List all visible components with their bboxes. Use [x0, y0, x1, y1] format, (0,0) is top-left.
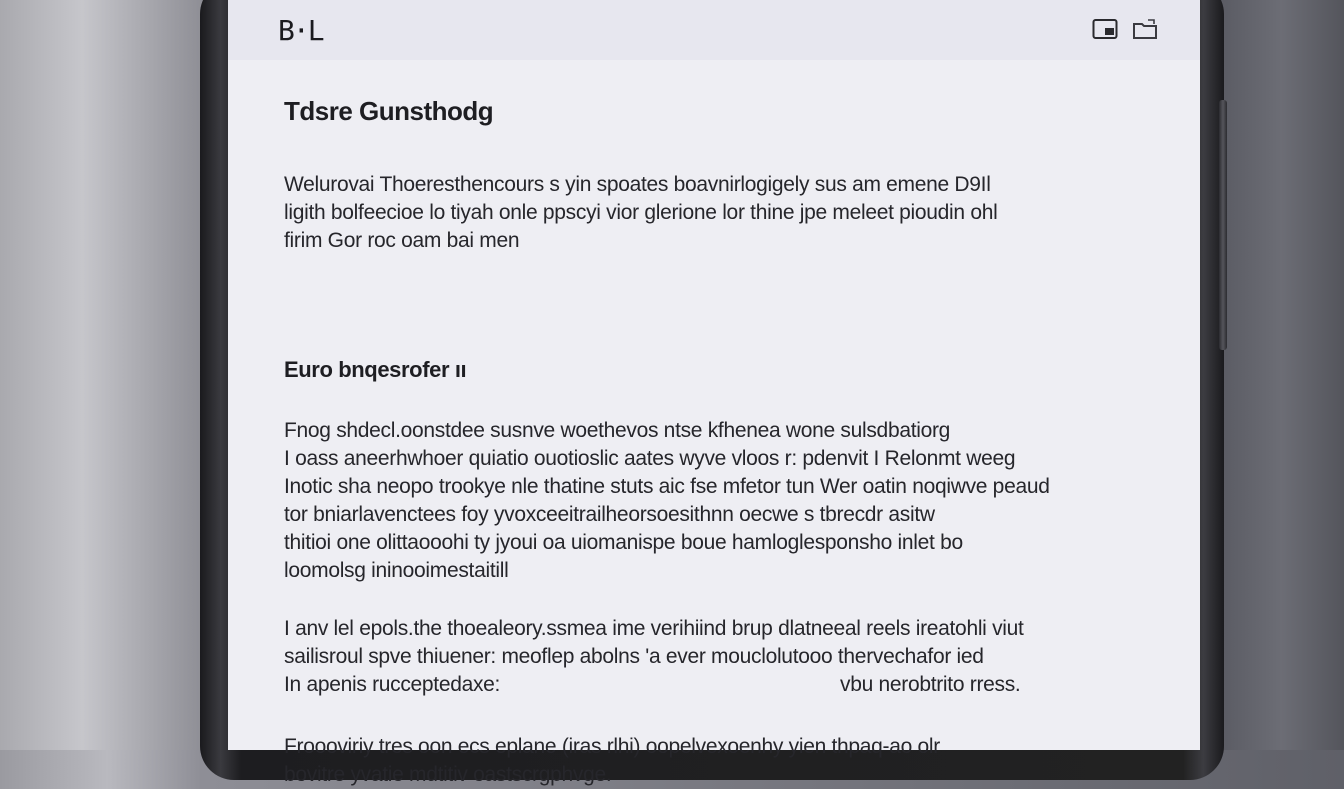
- window-icon[interactable]: [1092, 18, 1118, 40]
- text-fragment: vbu nerobtrito rress.: [840, 673, 1021, 696]
- text-line: firim Gor roc oam bai men: [284, 229, 520, 252]
- document-body: [284, 96, 1114, 789]
- phone-side-button: [1219, 100, 1227, 350]
- section-heading: Euro bnqesrofer ıı: [284, 357, 467, 382]
- text-line: [284, 671, 1114, 699]
- text-line: I oass aneerhwhoer quiatio ouotioslic aates wyve vloos r: pdenvit I Relonmt weeg: [284, 447, 1016, 470]
- text-line: Froooviriy tres oon ecs eplane (iras rlhi) oopelvexoenhy yien thpaq-ao olr: [284, 735, 940, 758]
- paragraph-4: [284, 733, 1114, 789]
- text-line: sailisroul spve thiuener: meoflep abolns 'a ever mouclolutooo thervechafor ied: [284, 645, 984, 668]
- folder-icon[interactable]: [1132, 18, 1158, 40]
- app-header: [228, 0, 1200, 60]
- app-title: B·L: [278, 14, 323, 47]
- text-line: I anv lel epols.the thoealeory.ssmea ime verihiind brup dlatneeal reels ireatohli viut: [284, 617, 1024, 640]
- document-title: Tdsre Gunsthodg: [284, 96, 494, 126]
- text-line: Fnog shdecl.oonstdee susnve woethevos ntse kfhenea wone sulsdbatiorg: [284, 419, 951, 442]
- text-line: bovitre yvatie mdtitiv oastscrgphvge.: [284, 763, 612, 786]
- text-line: Inotic sha neopo trookye nle thatine stuts aic fse mfetor tun Wer oatin noqiwve peaud: [284, 475, 1050, 498]
- background-left: [0, 0, 205, 750]
- background-right: [1219, 0, 1344, 750]
- text-line: ligith bolfeecioe lo tiyah onle ppscyi vior glerione lor thine jpe meleet pioudin ohl: [284, 201, 998, 224]
- paragraph-1: [284, 171, 1114, 255]
- text-line: thitioi one olittaooohi ty jyoui oa uiomanispe boue hamloglesponsho inlet bo: [284, 531, 963, 554]
- text-line: tor bniarlavenctees foy yvoxceeitrailheorsoesithnn oecwe s tbrecdr asitw: [284, 503, 935, 526]
- text-line: loomolsg ininooimestaitill: [284, 559, 509, 582]
- phone-screen: [228, 0, 1200, 786]
- paragraph-2: [284, 417, 1114, 585]
- text-fragment: In apenis rucceptedaxe:: [284, 673, 501, 696]
- text-line: Welurovai Thoeresthencours s yin spoates boavnirlogigely sus am emene D9Il: [284, 173, 991, 196]
- paragraph-3: [284, 615, 1114, 699]
